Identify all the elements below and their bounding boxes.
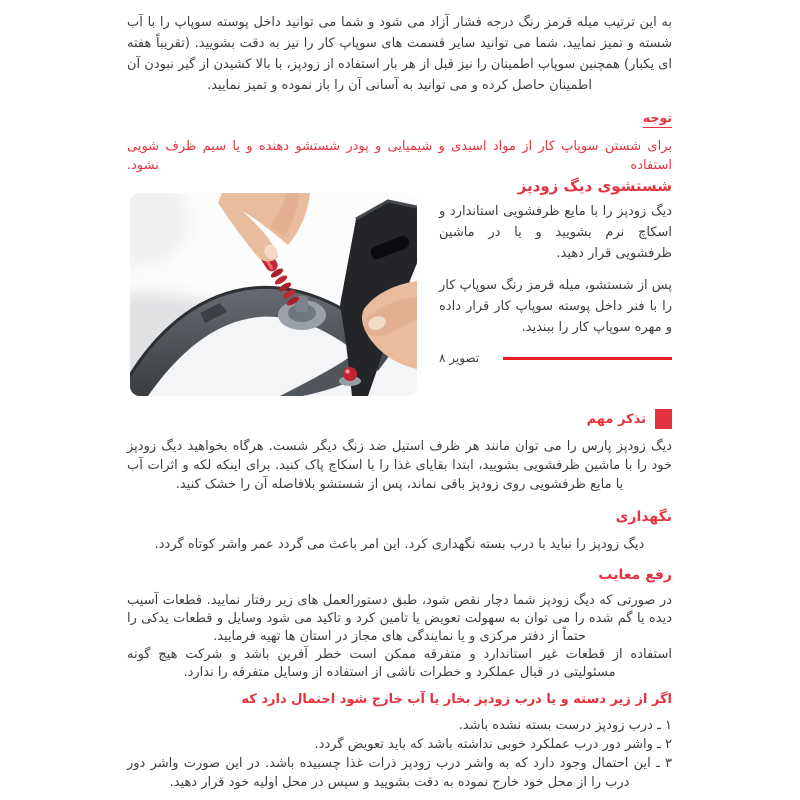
figure-caption: تصویر ۸ bbox=[439, 351, 480, 365]
page-content bbox=[127, 0, 672, 800]
pressure-cooker-photo-illustration bbox=[130, 193, 417, 396]
important-note-header bbox=[127, 409, 672, 429]
troubleshooting-paragraph-1: در صورتی که دیگ زودپز شما دچار نقص شود، طبق دستورالعمل های زیر رفتار نمایید. قطعات آسیب دیده یا گم شده را می توان به سهولت تعویض یا تامین کرد و تاکید می شود وسایل و قطعات یدکی را حتماً از دفتر مرکزی و یا نمایندگی های مجاز در استان ها تهیه فرمایید. bbox=[127, 593, 672, 644]
issue-item-3: ۳ ـ این احتمال وجود دارد که به واشر درب زودپز ذرات غذا چسبیده باشد. در این صورت واشر دور درب را از محل خود خارج نموده به دقت بشویید و سپس در محل اولیه خود قرار دهید. bbox=[127, 756, 672, 790]
issue-item-2: ۲ ـ واشر دور درب عملکرد خوبی نداشته باشد که باید تعویض گردد. bbox=[314, 737, 672, 752]
issue-heading: اگر از زیر دسته و یا درب زودپز بخار یا آب خارج شود احتمال دارد که bbox=[241, 692, 672, 707]
washing-paragraph-2: پس از شستشو، میله قرمز رنگ سوپاپ کار را با فنر داخل پوسته سوپاپ کار قرار داده و مهره سوپاپ کار را ببندید. bbox=[439, 278, 672, 335]
issue-section bbox=[127, 692, 672, 792]
notice-body: برای شستن سوپاپ کار از مواد اسیدی و شیمیایی و پودر شستشو دهنده و یا سیم ظرف شویی استفاده نشود. bbox=[127, 139, 672, 173]
figure-rule bbox=[503, 357, 672, 360]
storage-body: دیگ زودپز را نباید با درب بسته نگهداری کرد. این امر باعث می گردد عمر واشر کوتاه گردد. bbox=[154, 537, 645, 552]
washing-text-column bbox=[439, 201, 672, 365]
storage-section bbox=[127, 509, 672, 554]
storage-title: نگهداری bbox=[615, 509, 672, 525]
important-note-section bbox=[127, 409, 672, 494]
intro-paragraph: به این ترتیب میله قرمز رنگ درجه فشار آزاد می شود و شما می توانید داخل پوسته سوپاپ را با آب شسته و تمیز نمایید. شما می توانید سایر قسمت های سوپاپ کار را نیز به دقت بشویید. (تقریباً هفته ای یکبار) همچنین سوپاپ اطمینان را نیز قبل از هر بار استفاده از زودپز، با بالا کشیدن از گیر نبودن آن اطمینان حاصل کرده و می توانید به آسانی آن را باز نموده و تمیز نمایید. bbox=[127, 15, 672, 93]
pressure-cooker-photo bbox=[130, 193, 417, 396]
figure-caption-row bbox=[439, 351, 672, 365]
issue-list bbox=[127, 716, 672, 792]
troubleshooting-paragraph-2: استفاده از قطعات غیر استاندارد و متفرقه ممکن است خطر آفرین باشد و شرکت هیچ گونه مسئولیتی در قبال عملکرد و خطرات ناشی از استفاده از وسایل متفرقه را ندارد. bbox=[127, 647, 672, 680]
notice-title: توجه bbox=[643, 110, 672, 128]
notice-section bbox=[127, 107, 672, 175]
troubleshooting-title: رفع معایب bbox=[598, 567, 672, 583]
red-square-marker-icon bbox=[655, 409, 672, 429]
important-note-body: دیگ زودپز پارس را می توان مانند هر ظرف استیل ضد زنگ دیگر شست. هرگاه بخواهید دیگ زودپز خود را با ماشین ظرفشویی بشویید، ابتدا بقایای غذا را با اسکاچ پاک کنید. برای اینکه لکه و اثرات آب یا مایع ظرفشویی روی زودپز باقی نماند، پس از شستشو بلافاصله آن را خشک کنید. bbox=[127, 439, 672, 492]
important-note-title: تذکر مهم bbox=[586, 411, 646, 427]
washing-section-title: شستشوی دیگ زودپز bbox=[517, 177, 672, 195]
issue-item-1: ۱ ـ درب زودپز درست بسته نشده باشد. bbox=[458, 718, 672, 733]
washing-paragraph-1: دیگ زودپز را با مایع ظرفشویی استاندارد و اسکاچ نرم بشویید و یا در ماشین ظرفشویی قرار دهید. bbox=[439, 204, 672, 261]
troubleshooting-section bbox=[127, 567, 672, 682]
